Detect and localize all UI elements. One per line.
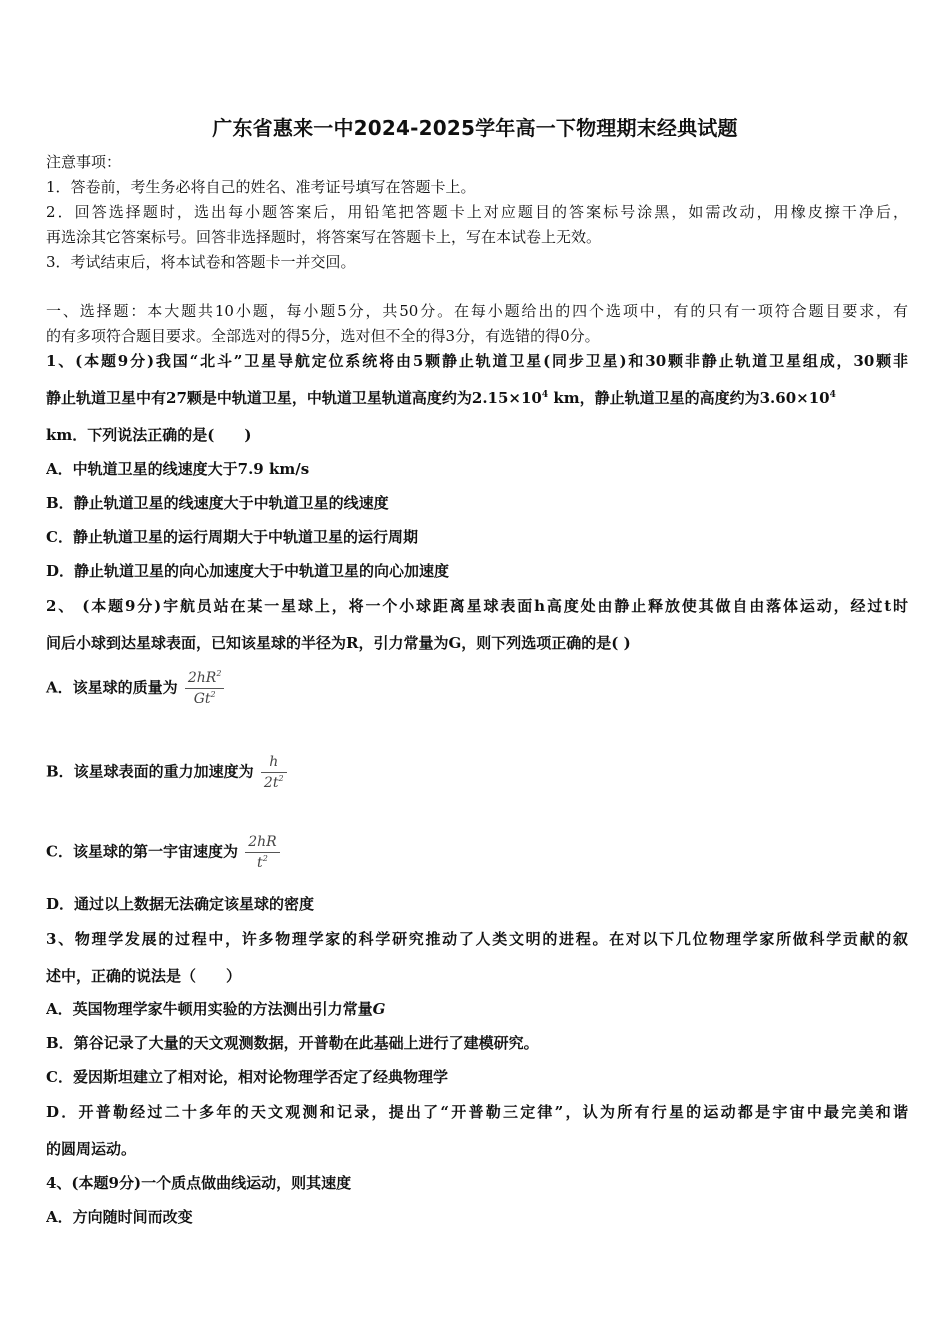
q2-stem-line-1: 2、 (本题9分)宇航员站在某一星球上，将一个小球距离星球表面h高度处由静止释放使其做自由落体运动，经过t时 bbox=[46, 597, 908, 615]
q3-option-b: B．第谷记录了大量的天文观测数据，开普勒在此基础上进行了建模研究。 bbox=[46, 1034, 539, 1052]
q3-stem-line-1: 3、物理学发展的过程中，许多物理学家的科学研究推动了人类文明的进程。在对以下几位物理学家所做科学贡献的叙 bbox=[46, 930, 908, 948]
q3-option-c: C．爱因斯坦建立了相对论，相对论物理学否定了经典物理学 bbox=[46, 1068, 448, 1086]
q1-option-c: C．静止轨道卫星的运行周期大于中轨道卫星的运行周期 bbox=[46, 528, 418, 546]
notice-item-1: 1．答卷前，考生务必将自己的姓名、准考证号填写在答题卡上。 bbox=[46, 178, 476, 196]
q3-option-d-line-2: 的圆周运动。 bbox=[46, 1140, 137, 1158]
q1-exponent-2: 4 bbox=[829, 390, 836, 400]
q1-stem-line-3: km．下列说法正确的是( ) bbox=[46, 426, 252, 444]
q2-option-a-fraction bbox=[185, 668, 225, 709]
fraction-numerator: $2hR^2$ bbox=[187, 669, 222, 686]
q2-option-b bbox=[46, 752, 287, 793]
q1-exponent-1: 4 bbox=[541, 390, 549, 400]
q4-option-a: A．方向随时间而改变 bbox=[46, 1208, 193, 1226]
q2-option-c-fraction bbox=[245, 832, 279, 873]
q1-option-d: D．静止轨道卫星的向心加速度大于中轨道卫星的向心加速度 bbox=[46, 562, 450, 580]
q2-option-c bbox=[46, 832, 280, 873]
q3-option-a bbox=[46, 998, 908, 1020]
page-title: 广东省惠来一中2024-2025学年高一下物理期末经典试题 bbox=[212, 116, 738, 140]
q2-stem-line-2: 间后小球到达星球表面，已知该星球的半径为R，引力常量为G，则下列选项正确的是( ) bbox=[46, 634, 631, 652]
fraction-denominator: $2t^2$ bbox=[263, 774, 284, 791]
q3-option-a-text: A．英国物理学家牛顿用实验的方法测出引力常量 bbox=[46, 1000, 373, 1018]
q1-stem-line-2-b: km，静止轨道卫星的高度约为3.60×10 bbox=[548, 389, 830, 407]
q2-option-b-fraction bbox=[261, 752, 287, 793]
q1-stem-line-1: 1、(本题9分)我国“北斗”卫星导航定位系统将由5颗静止轨道卫星(同步卫星)和30颗非静止轨道卫星组成，30颗非 bbox=[46, 352, 908, 370]
notice-heading: 注意事项： bbox=[46, 153, 122, 171]
q1-option-b: B．静止轨道卫星的线速度大于中轨道卫星的线速度 bbox=[46, 494, 389, 512]
q1-stem-line-2-a: 静止轨道卫星中有27颗是中轨道卫星，中轨道卫星轨道高度约为2.15×10 bbox=[46, 389, 542, 407]
fraction-numerator: 2hR bbox=[248, 834, 277, 850]
fraction-denominator: $t^2$ bbox=[257, 854, 268, 871]
q3-stem-line-2: 述中，正确的说法是（ ） bbox=[46, 967, 242, 985]
q3-option-a-variable: G bbox=[372, 1000, 386, 1018]
q3-option-d-line-1: D．开普勒经过二十多年的天文观测和记录，提出了“开普勒三定律”，认为所有行星的运动都是宇宙中最完美和谐 bbox=[46, 1103, 908, 1121]
q2-option-a-label: A．该星球的质量为 bbox=[46, 678, 178, 697]
q2-option-b-label: B．该星球表面的重力加速度为 bbox=[46, 762, 254, 781]
notice-item-3: 3．考试结束后，将本试卷和答题卡一并交回。 bbox=[46, 253, 356, 271]
q4-stem-line-1: 4、(本题9分)一个质点做曲线运动，则其速度 bbox=[46, 1174, 352, 1192]
section-heading-line-1: 一、选择题：本大题共10小题，每小题5分，共50分。在每小题给出的四个选项中，有的只有一项符合题目要求，有 bbox=[46, 302, 908, 320]
fraction-denominator: Gt$^2$ bbox=[193, 690, 216, 707]
q2-option-d: D．通过以上数据无法确定该星球的密度 bbox=[46, 895, 315, 913]
q2-option-c-label: C．该星球的第一宇宙速度为 bbox=[46, 842, 238, 861]
q1-option-a: A．中轨道卫星的线速度大于7.9 km/s bbox=[46, 460, 310, 478]
q2-option-a bbox=[46, 668, 224, 709]
fraction-numerator: h bbox=[269, 754, 279, 770]
notice-item-2: 2．回答选择题时，选出每小题答案后，用铅笔把答题卡上对应题目的答案标号涂黑，如需改动，用橡皮擦干净后， bbox=[46, 203, 908, 221]
section-heading-line-2: 的有多项符合题目要求。全部选对的得5分，选对但不全的得3分，有选错的得0分。 bbox=[46, 327, 600, 345]
notice-item-2-cont: 再选涂其它答案标号。回答非选择题时，将答案写在答题卡上，写在本试卷上无效。 bbox=[46, 228, 602, 246]
q1-stem-line-2 bbox=[46, 387, 908, 409]
